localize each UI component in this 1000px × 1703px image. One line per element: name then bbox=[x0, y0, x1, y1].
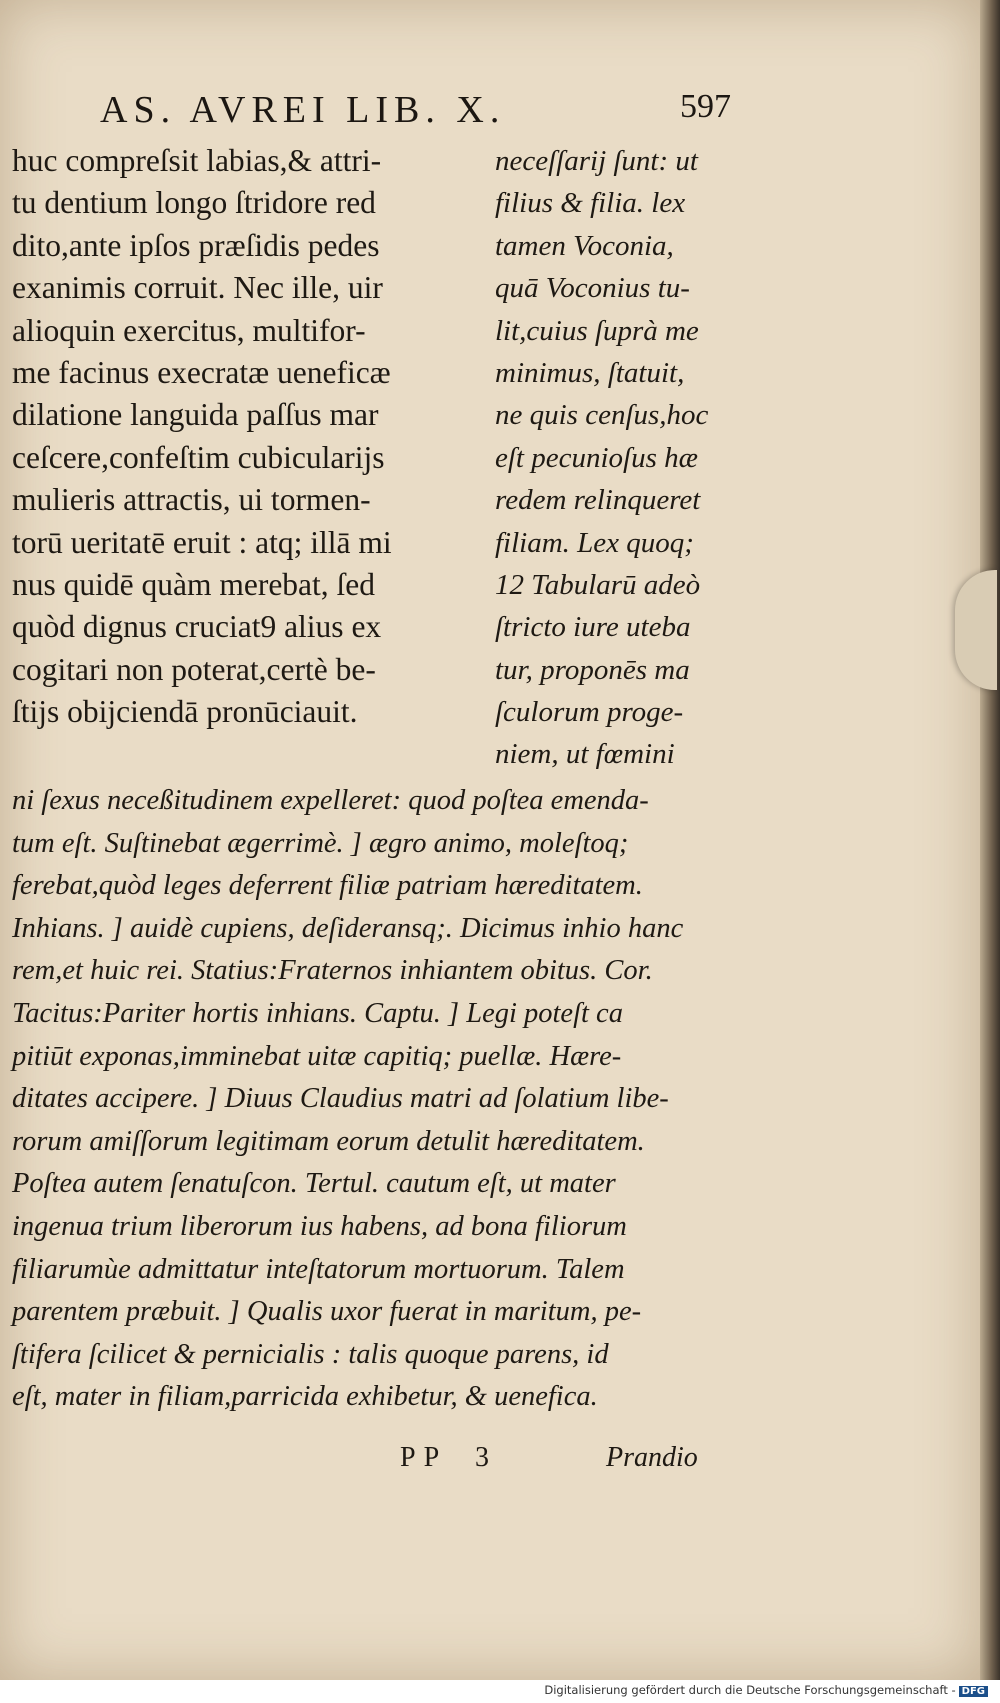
full-line: rorum amiſſorum legitimam eorum detulit hæreditatem. bbox=[12, 1125, 645, 1157]
right-line: quā Voconius tu- bbox=[495, 272, 690, 305]
full-line: tum eſt. Suſtinebat ægerrimè. ] ægro animo, moleſtoq; bbox=[12, 827, 629, 859]
page-number: 597 bbox=[680, 88, 731, 125]
left-line: ceſcere,confeſtim cubicularijs bbox=[12, 439, 385, 475]
credit-bar bbox=[0, 1680, 1000, 1703]
right-line: filius & filia. lex bbox=[495, 187, 686, 220]
right-line: tur, proponēs ma bbox=[495, 653, 690, 686]
catchword: Prandio bbox=[606, 1442, 698, 1473]
left-line: ſtijs obijciendā pronūciauit. bbox=[12, 694, 358, 730]
full-line: ni ſexus neceßitudinem expelleret: quod poſtea emenda- bbox=[12, 785, 649, 816]
left-line: exanimis corruit. Nec ille, uir bbox=[12, 270, 383, 306]
credit-text: Digitalisierung gefördert durch die Deutsche Forschungsgemeinschaft - bbox=[544, 1683, 956, 1697]
right-column-commentary bbox=[495, 140, 708, 776]
left-column bbox=[12, 140, 392, 733]
right-line: 12 Tabularū adeò bbox=[495, 568, 701, 601]
full-line: ingenua trium liberorum ius habens, ad bona filiorum bbox=[12, 1210, 627, 1242]
right-line: tamen Voconia, bbox=[495, 229, 674, 262]
right-line: ſtricto iure uteba bbox=[495, 611, 691, 644]
left-line: quòd dignus cruciat9 alius ex bbox=[12, 609, 382, 645]
right-line: ſculorum proge- bbox=[495, 696, 684, 729]
left-line: mulieris attractis, ui tormen- bbox=[12, 482, 371, 518]
signature-mark: PP bbox=[400, 1442, 448, 1473]
full-line: ditates accipere. ] Diuus Claudius matri ad ſolatium libe- bbox=[12, 1083, 669, 1115]
right-line: ne quis cenſus,hoc bbox=[495, 399, 709, 432]
left-line: alioquin exercitus, multifor- bbox=[12, 312, 366, 348]
full-width-commentary bbox=[12, 780, 683, 1419]
left-line: dito,ante ipſos præſidis pedes bbox=[12, 227, 380, 263]
full-line: ferebat,quòd leges deferrent filiæ patriam hæreditatem. bbox=[12, 870, 643, 902]
credit-line bbox=[544, 1683, 988, 1697]
signature-number: 3 bbox=[475, 1442, 489, 1473]
left-line: huc compreſsit labias,& attri- bbox=[12, 143, 382, 178]
full-line: Poſtea autem ſenatuſcon. Tertul. cautum eſt, ut mater bbox=[12, 1168, 616, 1200]
page-tab-marker bbox=[955, 570, 997, 690]
right-line: filiam. Lex quoq; bbox=[495, 526, 694, 559]
full-line: filiarumùe admittatur inteſtatorum mortuorum. Talem bbox=[12, 1253, 625, 1285]
right-line: niem, ut fœmini bbox=[495, 738, 675, 771]
right-line: neceſſarij ſunt: ut bbox=[495, 145, 698, 177]
left-line: cogitari non poterat,certè be- bbox=[12, 651, 376, 687]
right-line: lit,cuius ſuprà me bbox=[495, 314, 699, 347]
full-line: parentem præbuit. ] Qualis uxor fuerat in maritum, pe- bbox=[12, 1296, 642, 1328]
left-line: dilatione languida paſſus mar bbox=[12, 397, 379, 433]
right-line: eſt pecunioſus hæ bbox=[495, 441, 698, 474]
right-line: redem relinqueret bbox=[495, 484, 701, 517]
left-line: me facinus execratæ ueneficæ bbox=[12, 354, 391, 390]
right-line: minimus, ſtatuit, bbox=[495, 356, 685, 389]
left-line: tu dentium longo ſtridore red bbox=[12, 185, 376, 221]
full-line: rem,et huic rei. Statius:Fraternos inhiantem obitus. Cor. bbox=[12, 955, 653, 987]
full-line: Tacitus:Pariter hortis inhians. Captu. ] Legi poteſt ca bbox=[12, 997, 623, 1029]
running-title: AS. AVREI LIB. X. bbox=[100, 89, 506, 131]
full-line: ſtifera ſcilicet & pernicialis : talis quoque parens, id bbox=[12, 1338, 609, 1370]
page-fore-edge bbox=[980, 0, 1000, 1680]
full-line: pitiūt exponas,imminebat uitæ capitiq; puellæ. Hære- bbox=[12, 1040, 622, 1072]
full-line: eſt, mater in filiam,parricida exhibetur, & uenefica. bbox=[12, 1381, 598, 1413]
full-line: Inhians. ] auidè cupiens, deſideransq;. Dicimus inhio hanc bbox=[12, 912, 684, 944]
left-line: nus quidē quàm merebat, ſed bbox=[12, 566, 376, 602]
left-line: torū ueritatē eruit : atq; illā mi bbox=[12, 524, 392, 560]
dfg-logo: DFG bbox=[959, 1686, 988, 1697]
